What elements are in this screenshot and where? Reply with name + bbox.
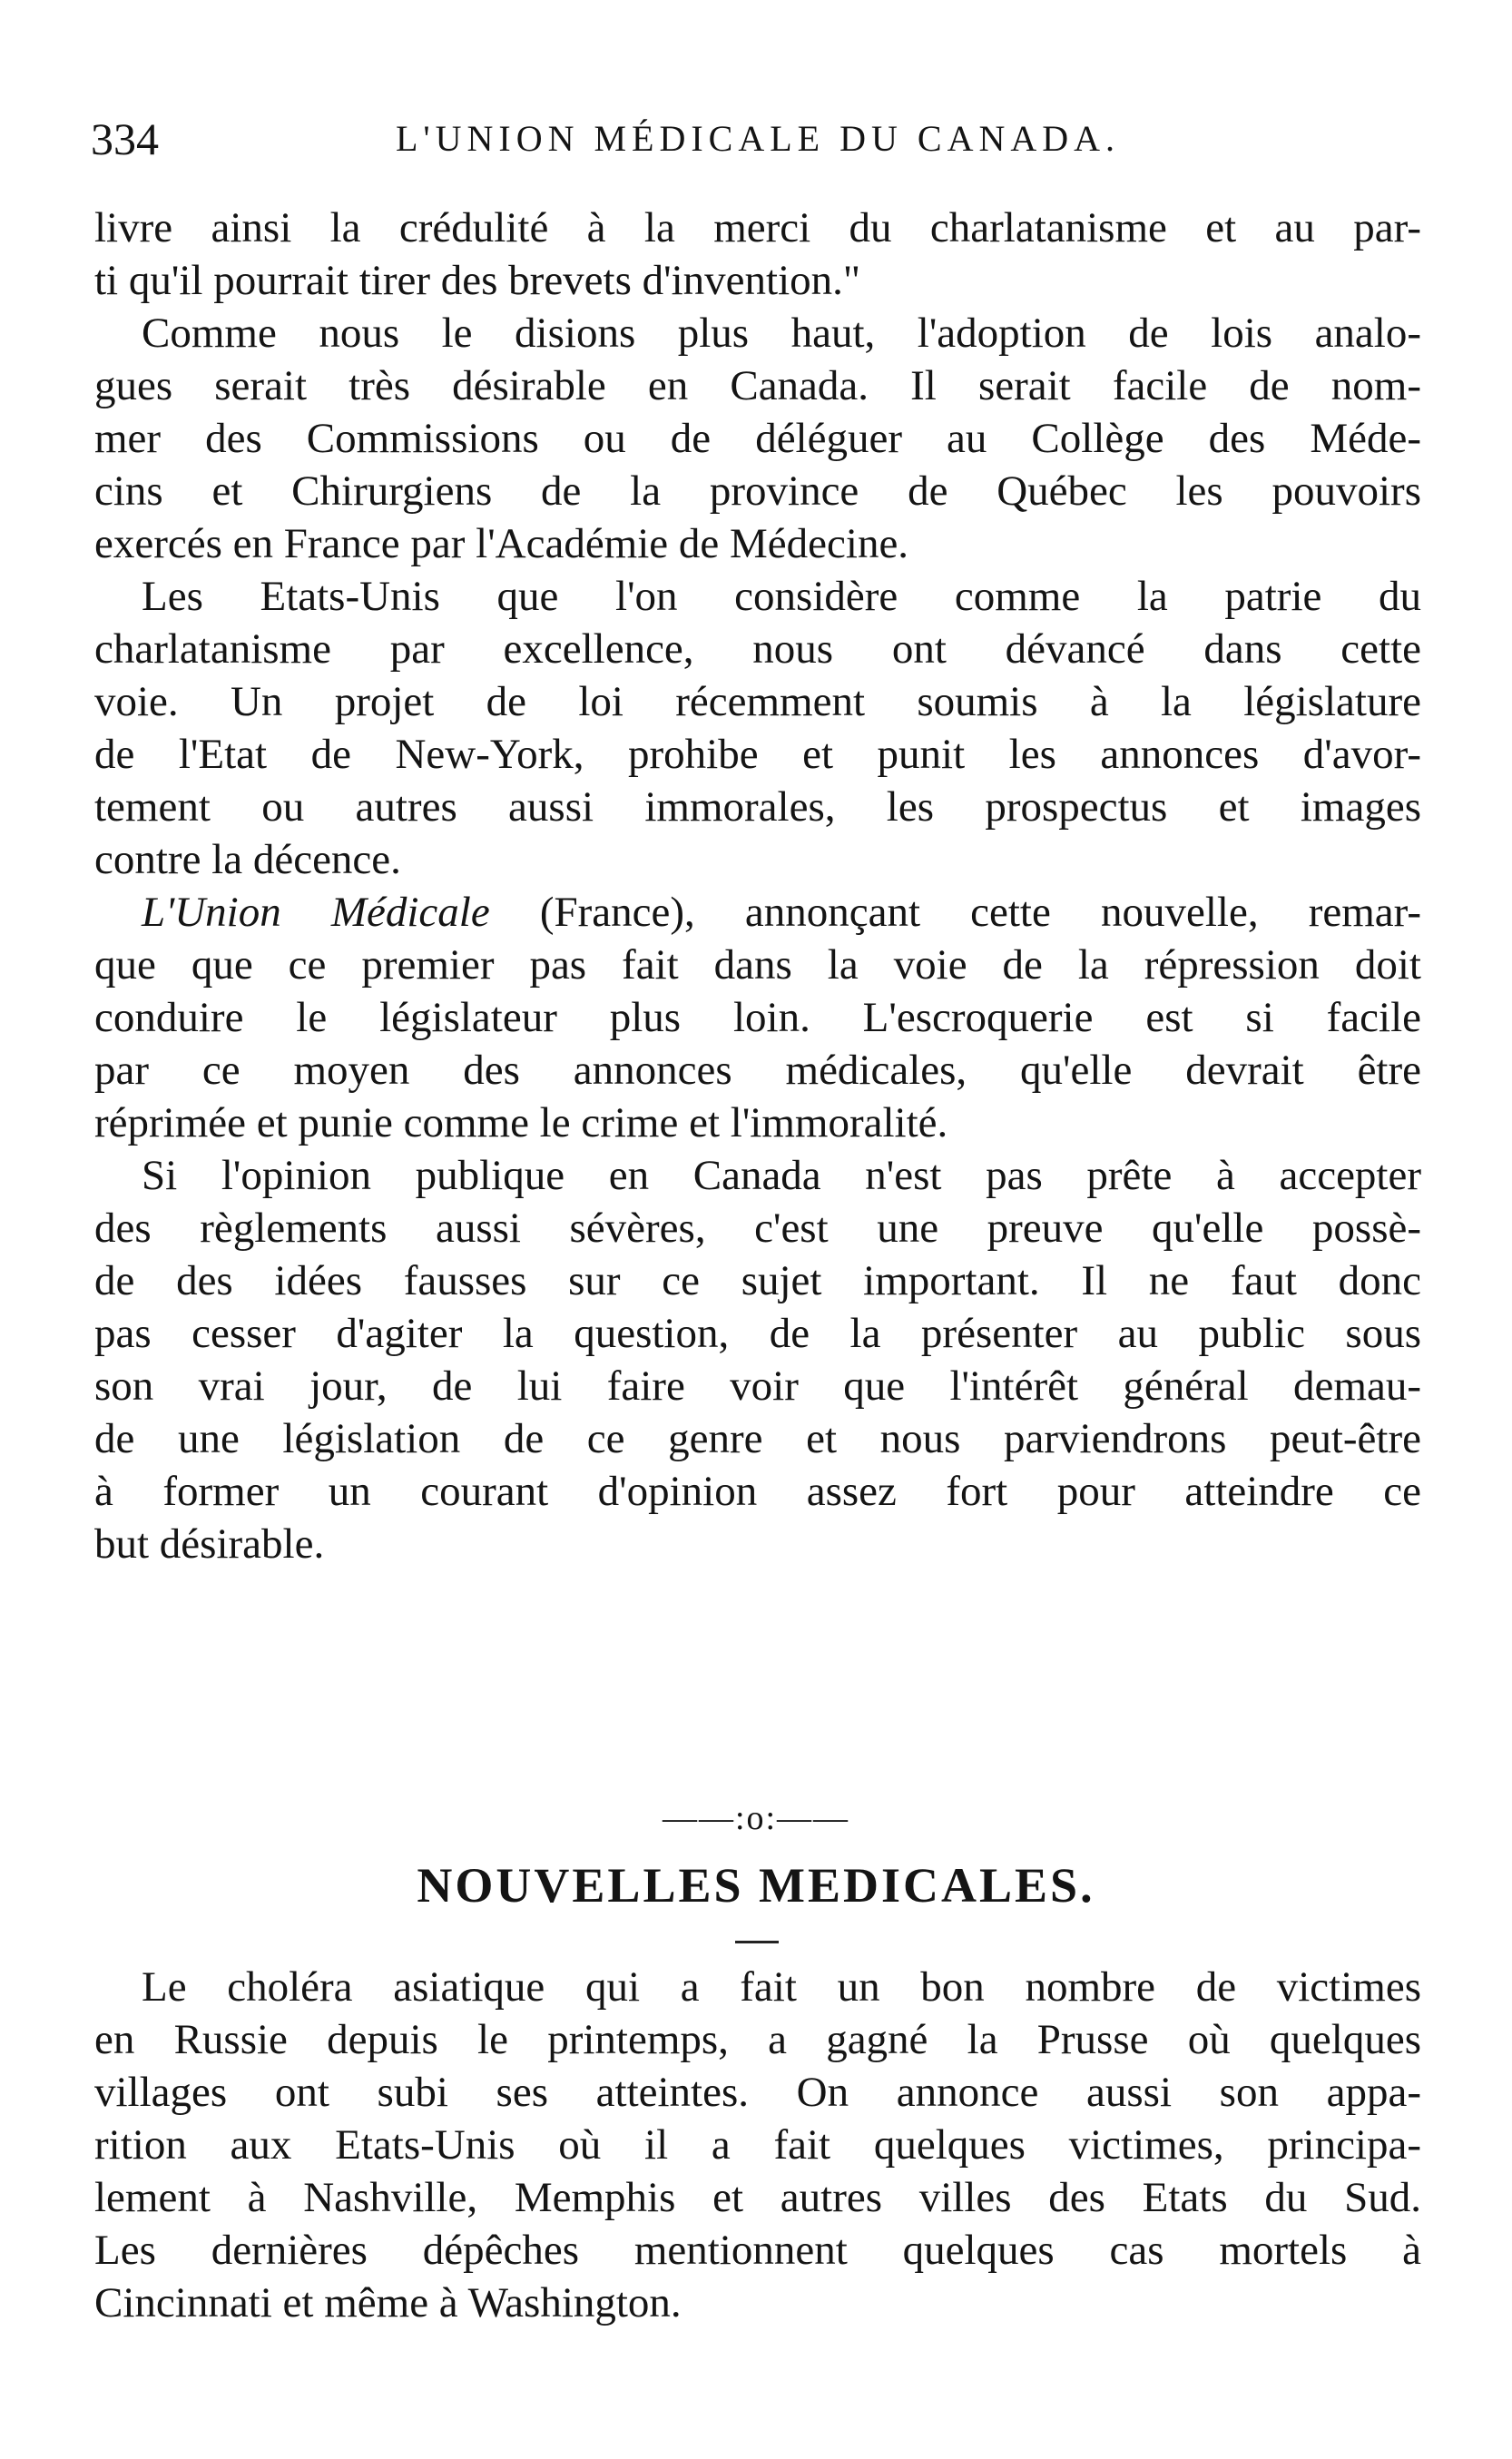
text-line: des règlements aussi sévères, c'est une preuve qu'elle possè- xyxy=(94,1205,1421,1252)
text-line: Comme nous le disions plus haut, l'adoption de lois analo- xyxy=(142,310,1421,357)
text-line-rest: (France), annonçant cette nouvelle, remar- xyxy=(489,889,1421,936)
text-line: de des idées fausses sur ce sujet important. Il ne faut donc xyxy=(94,1257,1421,1304)
text-line: réprimée et punie comme le crime et l'immoralité. xyxy=(94,1099,948,1146)
text-line: par ce moyen des annonces médicales, qu'elle devrait être xyxy=(94,1047,1421,1094)
text-line: Si l'opinion publique en Canada n'est pas prête à accepter xyxy=(142,1152,1421,1199)
text-line: conduire le législateur plus loin. L'escroquerie est si facile xyxy=(94,994,1421,1041)
text-line: à former un courant d'opinion assez fort pour atteindre ce xyxy=(94,1468,1421,1515)
section-heading: NOUVELLES MEDICALES. xyxy=(417,1858,1095,1913)
text-line: cins et Chirurgiens de la province de Québec les pouvoirs xyxy=(94,467,1421,515)
text-line: contre la décence. xyxy=(94,836,401,883)
page-number: 334 xyxy=(91,113,159,164)
section-separator: ——:o:—— xyxy=(662,1799,850,1837)
text-line: exercés en France par l'Académie de Médecine. xyxy=(94,520,909,567)
text-line: gues serait très désirable en Canada. Il serait facile de nom- xyxy=(94,362,1421,409)
text-line: but désirable. xyxy=(94,1520,325,1568)
text-line: mer des Commissions ou de déléguer au Collège des Méde- xyxy=(94,415,1421,462)
text-line: pas cesser d'agiter la question, de la présenter au public sous xyxy=(94,1310,1421,1357)
text-line: Les Etats-Unis que l'on considère comme la patrie du xyxy=(142,573,1421,620)
text-line xyxy=(94,886,1421,939)
heading-rule xyxy=(735,1941,779,1943)
text-line: rition aux Etats-Unis où il a fait quelques victimes, principa- xyxy=(94,2121,1421,2169)
text-line: villages ont subi ses atteintes. On annonce aussi son appa- xyxy=(94,2069,1421,2116)
journal-title: L'Union Médicale xyxy=(142,889,490,936)
text-line: lement à Nashville, Memphis et autres villes des Etats du Sud. xyxy=(94,2174,1421,2221)
text-line: que que ce premier pas fait dans la voie de la répression doit xyxy=(94,941,1421,989)
text-line: ti qu'il pourrait tirer des brevets d'invention." xyxy=(94,257,861,304)
page-header xyxy=(91,107,1425,171)
text-line: livre ainsi la crédulité à la merci du charlatanisme et au par- xyxy=(94,204,1421,251)
text-line: de l'Etat de New-York, prohibe et punit les annonces d'avor- xyxy=(94,731,1421,778)
running-head: L'UNION MÉDICALE DU CANADA. xyxy=(395,118,1121,159)
text-line: de une législation de ce genre et nous parviendrons peut-être xyxy=(94,1415,1421,1462)
news-body xyxy=(94,1961,1421,2329)
text-line: son vrai jour, de lui faire voir que l'intérêt général demau- xyxy=(94,1362,1421,1410)
text-line: voie. Un projet de loi récemment soumis à la législature xyxy=(94,678,1421,725)
text-line: Cincinnati et même à Washington. xyxy=(94,2279,682,2326)
text-line: en Russie depuis le printemps, a gagné la Prusse où quelques xyxy=(94,2016,1421,2063)
text-line: tement ou autres aussi immorales, les prospectus et images xyxy=(94,783,1421,831)
text-line: Les dernières dépêches mentionnent quelques cas mortels à xyxy=(94,2227,1421,2274)
text-line: charlatanisme par excellence, nous ont dévancé dans cette xyxy=(94,625,1421,673)
text-line: Le choléra asiatique qui a fait un bon nombre de victimes xyxy=(142,1963,1421,2011)
article-body xyxy=(94,202,1421,1570)
